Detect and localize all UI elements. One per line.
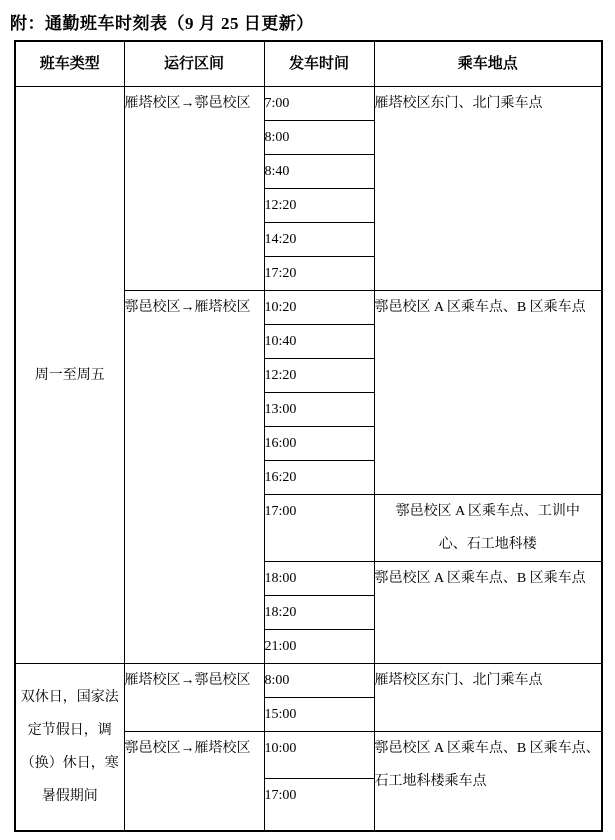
time-cell: 16:00 bbox=[264, 427, 374, 461]
location-cell: 鄠邑校区 A 区乘车点、工训中心、石工地科楼 bbox=[374, 495, 602, 562]
time-cell: 15:00 bbox=[264, 698, 374, 732]
route-cell: 雁塔校区→鄠邑校区 bbox=[124, 87, 264, 291]
time-cell: 12:20 bbox=[264, 359, 374, 393]
time-cell: 14:20 bbox=[264, 223, 374, 257]
route-cell: 鄠邑校区→雁塔校区 bbox=[124, 291, 264, 664]
time-cell: 12:20 bbox=[264, 189, 374, 223]
route-cell: 雁塔校区→鄠邑校区 bbox=[124, 664, 264, 732]
location-cell: 雁塔校区东门、北门乘车点 bbox=[374, 87, 602, 291]
header-route: 运行区间 bbox=[124, 41, 264, 87]
header-boarding-location: 乘车地点 bbox=[374, 41, 602, 87]
time-cell: 18:20 bbox=[264, 596, 374, 630]
time-cell: 8:00 bbox=[264, 664, 374, 698]
location-cell: 鄠邑校区 A 区乘车点、B 区乘车点、石工地科楼乘车点 bbox=[374, 732, 602, 831]
header-bus-type: 班车类型 bbox=[15, 41, 124, 87]
time-cell: 8:00 bbox=[264, 121, 374, 155]
time-cell: 10:00 bbox=[264, 732, 374, 779]
location-cell: 鄠邑校区 A 区乘车点、B 区乘车点 bbox=[374, 562, 602, 664]
time-cell: 7:00 bbox=[264, 87, 374, 121]
time-cell: 8:40 bbox=[264, 155, 374, 189]
location-cell: 雁塔校区东门、北门乘车点 bbox=[374, 664, 602, 732]
header-departure-time: 发车时间 bbox=[264, 41, 374, 87]
page-title: 附：通勤班车时刻表（9 月 25 日更新） bbox=[10, 14, 314, 33]
time-cell: 17:20 bbox=[264, 257, 374, 291]
time-cell: 21:00 bbox=[264, 630, 374, 664]
time-cell: 17:00 bbox=[264, 495, 374, 562]
time-cell: 16:20 bbox=[264, 461, 374, 495]
header-row bbox=[15, 41, 602, 87]
table-row bbox=[15, 664, 602, 698]
bus-type-cell-weekday: 周一至周五 bbox=[15, 87, 124, 664]
table-row bbox=[15, 87, 602, 121]
time-cell: 18:00 bbox=[264, 562, 374, 596]
time-cell: 13:00 bbox=[264, 393, 374, 427]
route-cell: 鄠邑校区→雁塔校区 bbox=[124, 732, 264, 831]
time-cell: 10:40 bbox=[264, 325, 374, 359]
time-cell: 10:20 bbox=[264, 291, 374, 325]
bus-type-cell-holiday: 双休日，国家法定节假日，调（换）休日，寒暑假期间 bbox=[15, 664, 124, 831]
location-cell: 鄠邑校区 A 区乘车点、B 区乘车点 bbox=[374, 291, 602, 495]
time-cell: 17:00 bbox=[264, 779, 374, 831]
bus-schedule-table bbox=[14, 40, 603, 832]
